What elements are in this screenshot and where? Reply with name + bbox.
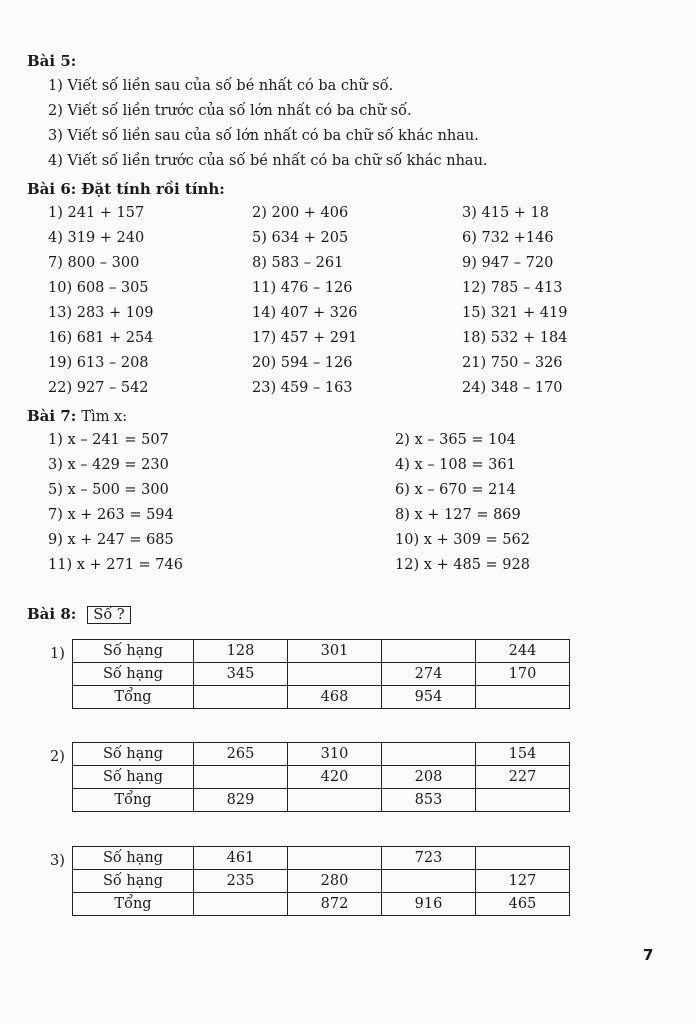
bai6-title: Bài 6: bbox=[27, 180, 77, 198]
table-cell bbox=[288, 789, 382, 812]
bai7-item: 7) x + 263 = 594 bbox=[48, 507, 174, 523]
bai6-item: 23) 459 – 163 bbox=[252, 380, 353, 396]
bai7-item: 1) x – 241 = 507 bbox=[48, 432, 169, 448]
bai7-item: 4) x – 108 = 361 bbox=[395, 457, 516, 473]
table-cell: 127 bbox=[476, 870, 570, 893]
bai6-item: 14) 407 + 326 bbox=[252, 305, 358, 321]
table-cell: 265 bbox=[194, 743, 288, 766]
bai6-item: 21) 750 – 326 bbox=[462, 355, 563, 371]
bai8-table-1 bbox=[72, 639, 570, 709]
bai6-item: 15) 321 + 419 bbox=[462, 305, 568, 321]
bai6-item: 8) 583 – 261 bbox=[252, 255, 344, 271]
bai5-item: 1) Viết số liền sau của số bé nhất có ba chữ số. bbox=[48, 78, 394, 94]
bai6-item: 10) 608 – 305 bbox=[48, 280, 149, 296]
table-cell bbox=[288, 663, 382, 686]
bai6-item: 1) 241 + 157 bbox=[48, 205, 145, 221]
bai6-item: 7) 800 – 300 bbox=[48, 255, 140, 271]
bai7-item: 9) x + 247 = 685 bbox=[48, 532, 174, 548]
table-row bbox=[73, 686, 570, 709]
table-cell: 208 bbox=[382, 766, 476, 789]
bai5-title: Bài 5: bbox=[27, 52, 77, 70]
row-label: Tổng bbox=[73, 686, 194, 709]
bai6-item: 2) 200 + 406 bbox=[252, 205, 349, 221]
table-cell bbox=[194, 686, 288, 709]
table-cell: 345 bbox=[194, 663, 288, 686]
table-cell bbox=[476, 847, 570, 870]
table-row bbox=[73, 789, 570, 812]
bai7-item: 10) x + 309 = 562 bbox=[395, 532, 530, 548]
table-cell bbox=[194, 766, 288, 789]
bai8-table-3 bbox=[72, 846, 570, 916]
table-cell bbox=[382, 743, 476, 766]
table-cell: 128 bbox=[194, 640, 288, 663]
table-row bbox=[73, 870, 570, 893]
row-label: Số hạng bbox=[73, 743, 194, 766]
table-cell: 154 bbox=[476, 743, 570, 766]
bai8-table-2 bbox=[72, 742, 570, 812]
table-cell: 468 bbox=[288, 686, 382, 709]
bai6-item: 13) 283 + 109 bbox=[48, 305, 154, 321]
table-row bbox=[73, 743, 570, 766]
row-label: Số hạng bbox=[73, 766, 194, 789]
table-cell: 872 bbox=[288, 893, 382, 916]
bai6-item: 9) 947 – 720 bbox=[462, 255, 554, 271]
table-cell: 301 bbox=[288, 640, 382, 663]
bai5-item: 4) Viết số liền trước của số bé nhất có ba chữ số khác nhau. bbox=[48, 153, 488, 169]
bai6-item: 4) 319 + 240 bbox=[48, 230, 145, 246]
bai6-item: 6) 732 +146 bbox=[462, 230, 554, 246]
bai6-item: 3) 415 + 18 bbox=[462, 205, 549, 221]
table-row bbox=[73, 766, 570, 789]
row-label: Tổng bbox=[73, 893, 194, 916]
bai6-item: 19) 613 – 208 bbox=[48, 355, 149, 371]
bai6-item: 5) 634 + 205 bbox=[252, 230, 349, 246]
table-cell: 170 bbox=[476, 663, 570, 686]
bai8-heading bbox=[27, 604, 131, 623]
table-cell: 420 bbox=[288, 766, 382, 789]
bai7-item: 12) x + 485 = 928 bbox=[395, 557, 530, 573]
table-cell: 954 bbox=[382, 686, 476, 709]
row-label: Tổng bbox=[73, 789, 194, 812]
table-cell: 227 bbox=[476, 766, 570, 789]
table-cell: 235 bbox=[194, 870, 288, 893]
bai6-item: 12) 785 – 413 bbox=[462, 280, 563, 296]
bai6-item: 17) 457 + 291 bbox=[252, 330, 358, 346]
table-cell: 723 bbox=[382, 847, 476, 870]
table-row bbox=[73, 663, 570, 686]
table-cell: 310 bbox=[288, 743, 382, 766]
table-row bbox=[73, 893, 570, 916]
table-label: 3) bbox=[50, 853, 65, 869]
bai6-heading bbox=[27, 179, 225, 198]
table-cell: 461 bbox=[194, 847, 288, 870]
bai7-item: 8) x + 127 = 869 bbox=[395, 507, 521, 523]
bai7-item: 5) x – 500 = 300 bbox=[48, 482, 169, 498]
bai6-item: 20) 594 – 126 bbox=[252, 355, 353, 371]
table-cell: 244 bbox=[476, 640, 570, 663]
bai7-title: Bài 7: bbox=[27, 407, 77, 425]
table-cell: 465 bbox=[476, 893, 570, 916]
bai6-item: 11) 476 – 126 bbox=[252, 280, 353, 296]
row-label: Số hạng bbox=[73, 640, 194, 663]
bai5-item: 2) Viết số liền trước của số lớn nhất có ba chữ số. bbox=[48, 103, 412, 119]
table-cell bbox=[288, 847, 382, 870]
page-number: 7 bbox=[643, 946, 654, 964]
table-cell: 829 bbox=[194, 789, 288, 812]
table-row bbox=[73, 847, 570, 870]
row-label: Số hạng bbox=[73, 870, 194, 893]
table-cell: 853 bbox=[382, 789, 476, 812]
table-cell bbox=[382, 640, 476, 663]
table-label: 1) bbox=[50, 646, 65, 662]
bai5-item: 3) Viết số liền sau của số lớn nhất có ba chữ số khác nhau. bbox=[48, 128, 479, 144]
bai7-item: 3) x – 429 = 230 bbox=[48, 457, 169, 473]
bai6-item: 24) 348 – 170 bbox=[462, 380, 563, 396]
table-cell bbox=[476, 686, 570, 709]
bai7-item: 6) x – 670 = 214 bbox=[395, 482, 516, 498]
table-cell: 916 bbox=[382, 893, 476, 916]
row-label: Số hạng bbox=[73, 847, 194, 870]
row-label: Số hạng bbox=[73, 663, 194, 686]
bai6-item: 22) 927 – 542 bbox=[48, 380, 149, 396]
bai7-item: 11) x + 271 = 746 bbox=[48, 557, 183, 573]
table-cell bbox=[382, 870, 476, 893]
bai6-item: 16) 681 + 254 bbox=[48, 330, 154, 346]
bai8-title: Bài 8: bbox=[27, 605, 77, 623]
table-label: 2) bbox=[50, 749, 65, 765]
table-cell bbox=[194, 893, 288, 916]
table-cell: 280 bbox=[288, 870, 382, 893]
bai8-instruction-box: Số ? bbox=[87, 606, 130, 624]
bai7-heading bbox=[27, 406, 127, 425]
bai6-instruction: Đặt tính rồi tính: bbox=[81, 180, 225, 198]
bai6-item: 18) 532 + 184 bbox=[462, 330, 568, 346]
table-row bbox=[73, 640, 570, 663]
bai7-instruction: Tìm x: bbox=[81, 409, 128, 425]
table-cell bbox=[476, 789, 570, 812]
bai7-item: 2) x – 365 = 104 bbox=[395, 432, 516, 448]
table-cell: 274 bbox=[382, 663, 476, 686]
